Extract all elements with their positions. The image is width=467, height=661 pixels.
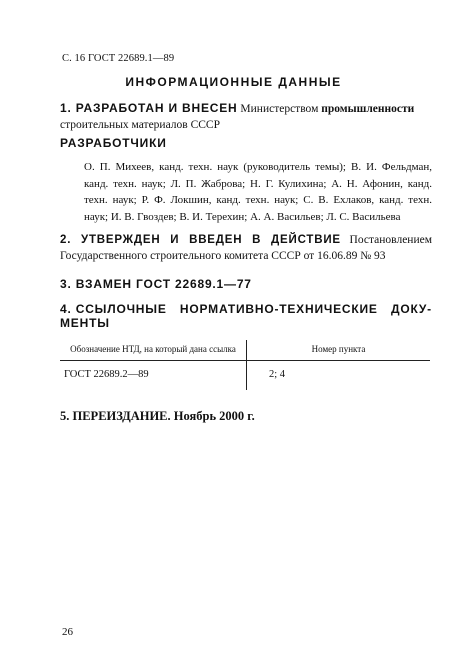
developers-list <box>84 159 432 225</box>
section-4-word-3: ДОКУ- <box>391 302 432 316</box>
section-developed-by <box>60 100 432 133</box>
reference-table <box>60 340 430 390</box>
cell-designation: ГОСТ 22689.2—89 <box>60 361 247 391</box>
section-1-text-2: строительных материалов СССР <box>60 119 220 131</box>
page-title: ИНФОРМАЦИОННЫЕ ДАННЫЕ <box>125 75 342 89</box>
developers-heading: РАЗРАБОТЧИКИ <box>60 136 167 150</box>
developers-text: О. П. Михеев, канд. техн. наук (руководитель темы); В. И. Фельдман, канд. техн. наук; Л. П. Жаброва; Н. Г. Кулихина; А. Н. Афонин, канд. техн. наук; Р. Ф. Локшин, канд. техн. наук; С. В. Ехлаков, канд. техн. наук; И. В. Гвоздев; В. И. Терехин; А. А. Васильев; Л. С. Васильева <box>84 161 432 223</box>
section-replaces: 3. ВЗАМЕН ГОСТ 22689.1—77 <box>60 277 252 291</box>
table-row <box>60 361 430 391</box>
column-header-clause: Номер пункта <box>247 340 431 361</box>
section-approved <box>60 232 432 264</box>
section-reissue: 5. ПЕРЕИЗДАНИЕ. Ноябрь 2000 г. <box>60 409 255 423</box>
section-4-word-1: 4. ССЫЛОЧНЫЕ <box>60 302 167 316</box>
section-reference-docs <box>60 302 432 330</box>
section-4-word-2: НОРМАТИВНО-ТЕХНИЧЕСКИЕ <box>179 302 378 316</box>
table-header-row <box>60 340 430 361</box>
page-header: С. 16 ГОСТ 22689.1—89 <box>62 53 175 64</box>
section-1-bold: промышленности <box>321 103 415 115</box>
section-1-lead: 1. РАЗРАБОТАН И ВНЕСЕН <box>60 101 238 115</box>
cell-clause: 2; 4 <box>269 369 286 380</box>
section-4-line-2: МЕНТЫ <box>60 316 110 330</box>
section-2-lead: 2. УТВЕРЖДЕН И ВВЕДЕН В ДЕЙСТВИЕ <box>60 234 341 246</box>
column-header-designation: Обозначение НТД, на который дана ссылка <box>60 340 247 361</box>
section-2-text: Постановлением Государственного строительного комитета СССР от 16.06.89 № 93 <box>60 234 432 262</box>
section-1-text: Министерством <box>237 103 322 115</box>
page-number: 26 <box>62 626 73 638</box>
